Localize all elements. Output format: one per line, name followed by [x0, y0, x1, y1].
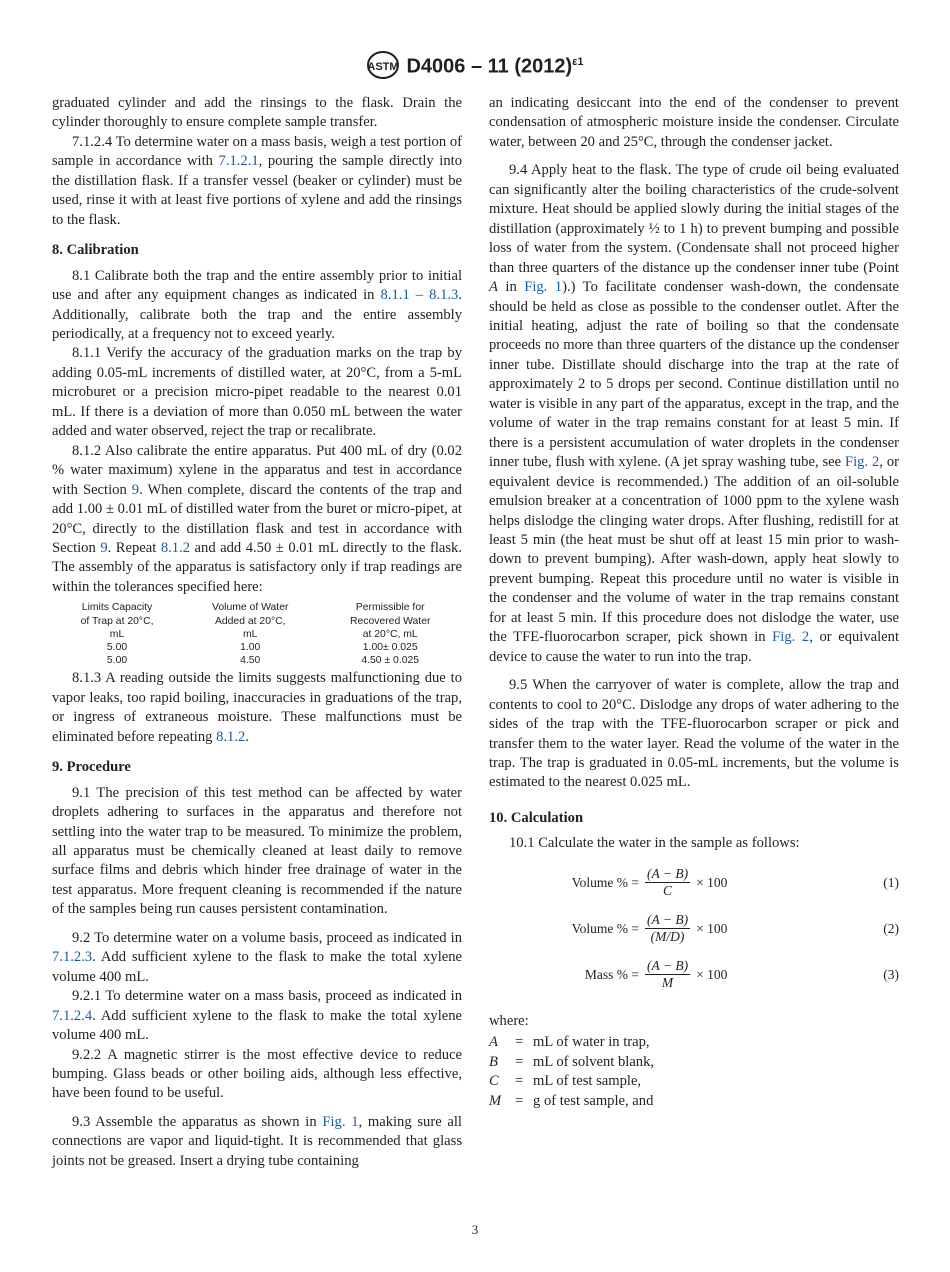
multiplier: × 100 — [696, 967, 728, 983]
text-run: 10.1 Calculate the water in the sample as follows: — [509, 835, 800, 852]
multiplier: × 100 — [696, 875, 728, 891]
denominator: (M/D) — [650, 929, 685, 945]
equation — [489, 958, 899, 992]
table-cell: 4.50 — [240, 655, 261, 667]
paragraph-9-2 — [52, 929, 462, 987]
variable-definitions — [489, 1033, 899, 1111]
paragraph-8-1 — [52, 267, 462, 345]
variable-symbol: M — [489, 1092, 502, 1109]
text-run: 9.1 The precision of this test method can be affected by water droplets adhering to surfaces in the apparatus and therefore not settling into the water trap to be measured. To minimize the problem, all apparatus must be chemically cleaned at least daily to remove surface films and debris which hinder free drainage of water in the test apparatus. More frequent cleaning is recommended if the nature of the samples being run causes persistent contamination. — [52, 784, 462, 918]
variable-definition: mL of solvent blank, — [533, 1053, 655, 1070]
text-run: 8.1.3 A reading outside the limits suggests malfunctioning due to vapor leaks, too rapid boiling, inaccuracies in graduations of the trap, or ingress of extraneous moisture. These malfunctions must be eliminated before repeating — [52, 670, 462, 745]
paragraph-9-4 — [489, 161, 899, 667]
denominator: C — [663, 883, 673, 899]
paragraph-8-1-1 — [52, 344, 462, 441]
column-header — [52, 601, 182, 641]
cross-reference-link[interactable]: Fig. 2 — [845, 454, 880, 471]
equation-number: (2) — [883, 921, 899, 937]
table-row — [52, 654, 462, 667]
paragraph-9-5 — [489, 676, 899, 793]
paragraph-9-3 — [52, 1113, 462, 1171]
astm-logo-icon — [366, 50, 400, 84]
text-run: 8.1 Calibrate both the trap and the entire assembly prior to initial use and after any equipment changes as indicated in — [52, 267, 462, 304]
tolerance-table — [52, 601, 462, 667]
fraction — [645, 912, 690, 945]
fraction — [645, 958, 690, 991]
header-line: Added at 20°C, — [214, 615, 286, 627]
variable-symbol: B — [489, 1053, 498, 1070]
equation — [489, 912, 899, 946]
cross-reference-link[interactable]: 9 — [131, 481, 140, 498]
cross-reference-link[interactable]: 7.1.2.4 — [52, 1007, 93, 1024]
equals-sign: = — [515, 1092, 524, 1109]
text-run: graduated cylinder and add the rinsings to the flask. Drain the cylinder thoroughly to ensure complete sample transfer. — [52, 95, 462, 131]
text-run: 9.2.2 A magnetic stirrer is the most effective device to reduce bumping. Glass beads or other boiling aids, although less effective, have been found to be useful. — [52, 1046, 462, 1102]
text-run: . Repeat — [107, 539, 161, 556]
designation: D4006 – 11 (2012) — [406, 55, 573, 78]
denominator: M — [661, 975, 674, 991]
cross-reference-link[interactable]: Fig. 2 — [772, 629, 810, 646]
equation-lhs: Volume % = — [571, 921, 639, 937]
text-run: 8.1.1 Verify the accuracy of the graduation marks on the trap by adding 0.05-mL increments of distilled water, at 20°C, from a 5-mL microburet or a precision micro-pipet readable to the nearest 0.01 mL. If there is a deviation of more than 0.050 mL between the water added and water observed, reject the trap or recalibrate. — [52, 345, 462, 440]
header-line: Permissible for — [355, 602, 425, 614]
cross-reference-link[interactable]: 7.1.2.3 — [52, 949, 93, 966]
text-run: an indicating desiccant into the end of the condenser to prevent condensation of atmospheric moisture inside the condenser. Circulate water, between 20 and 25°C, through the condenser jacket. — [489, 95, 899, 150]
table-cell: 4.50 ± 0.025 — [361, 655, 420, 667]
document-header — [0, 50, 950, 84]
section-heading-calculation: 10. Calculation — [489, 809, 584, 826]
paragraph-8-1-2 — [52, 442, 462, 598]
numerator: (A − B) — [647, 912, 689, 928]
variable-definition: mL of test sample, — [533, 1073, 642, 1090]
cross-reference-link[interactable]: 9 — [100, 539, 108, 556]
column-header — [182, 601, 318, 641]
text-run: 7.1.2.4 To determine water on a mass basis, weigh a test portion of sample in accordance with — [52, 133, 462, 170]
variable-definition: mL of water in trap, — [533, 1034, 650, 1051]
equation-lhs: Mass % = — [584, 967, 639, 983]
equation-number: (1) — [883, 875, 899, 891]
section-heading-calibration: 8. Calibration — [52, 242, 139, 259]
right-column — [489, 94, 899, 1111]
text-run: in — [497, 279, 525, 296]
numerator: (A − B) — [647, 866, 689, 882]
header-line: Volume of Water — [212, 602, 289, 614]
variable-symbol: C — [489, 1073, 499, 1090]
table-cell: 1.00± 0.025 — [362, 641, 418, 653]
header-line: mL — [109, 628, 125, 640]
paragraph-9-2-1 — [52, 987, 462, 1045]
variable-definition: g of test sample, and — [533, 1092, 654, 1109]
text-run: . Additionally, calibrate both the trap and the entire assembly periodically, at a frequency not to exceed yearly. — [52, 287, 463, 342]
text-run: 9.2 To determine water on a volume basis, proceed as indicated in — [72, 929, 462, 946]
paragraph-9-1 — [52, 784, 462, 920]
paragraph-10-1 — [489, 834, 899, 853]
text-run: , pouring the sample directly into the distillation flask. If a transfer vessel (beaker or cylinder) must be used, rinse it with at least five portions of xylene and add the rinsings to the flask. — [52, 153, 463, 228]
variable-symbol: A — [489, 1034, 498, 1051]
cross-reference-link[interactable]: 8.1.2 — [160, 539, 191, 556]
text-run: . Add sufficient xylene to the flask to make the total xylene volume 400 mL. — [52, 1007, 462, 1044]
multiplier: × 100 — [696, 921, 728, 937]
where-label: where: — [489, 1012, 529, 1029]
text-run: . When complete, discard the contents of the trap and add 1.00 ± 0.01 mL of distilled water from the buret or micro-pipet, at 20°C, directly to the distillation flask and test in accordance with Section — [52, 481, 462, 556]
page-number: 3 — [471, 1222, 479, 1237]
paragraph-9-2-2 — [52, 1046, 462, 1104]
table-cell: 5.00 — [106, 655, 128, 667]
text-run: and add 4.50 ± 0.01 mL directly to the flask. The assembly of the apparatus is satisfactory only if trap readings are within the tolerances specified here: — [52, 539, 462, 595]
header-line: mL — [243, 628, 258, 640]
cross-reference-link[interactable]: 8.1.1 – 8.1.3 — [380, 287, 459, 304]
equals-sign: = — [515, 1034, 524, 1051]
equals-sign: = — [515, 1073, 524, 1090]
designation-superscript: ε1 — [572, 55, 584, 68]
cross-reference-link[interactable]: 7.1.2.1 — [218, 153, 259, 170]
equation — [489, 866, 899, 900]
table-cell: 1.00 — [240, 641, 261, 653]
paragraph-7-1-2-4 — [52, 133, 462, 230]
header-line: at 20°C, mL — [362, 628, 418, 640]
paragraph-9-3-continued — [489, 94, 899, 152]
numerator: (A − B) — [647, 958, 689, 974]
column-header — [318, 601, 462, 641]
text-run: , making sure all connections are vapor and liquid-tight. It is recommended that glass joints not be greased. Insert a drying tube containing — [52, 1113, 462, 1169]
cross-reference-link[interactable]: 8.1.2 — [216, 728, 246, 745]
table-cell: 5.00 — [106, 641, 128, 653]
text-run: , or equivalent device is recommended.) The addition of an oil-soluble emulsion breaker at a concentration of 1000 ppm to the xylene wash helps dislodge the clinging water drops. After flushing, redistill for at least 5 min (the heat must be shut off at least 15 min prior to wash-down to prevent bumping). After wash-down, apply heat slowly to prevent bumping. Repeat this procedure until no water is visible in the condenser and the volume of water in the trap remains constant for at least 5 min. If this procedure does not dislodge the water, use the TFE-fluorocarbon scraper, pick shown in — [489, 454, 899, 646]
equals-sign: = — [515, 1053, 524, 1070]
equations — [489, 866, 899, 992]
table-header-row — [52, 601, 462, 641]
header-line: Recovered Water — [349, 615, 431, 627]
text-run: 9.2.1 To determine water on a mass basis, proceed as indicated in — [72, 988, 462, 1005]
left-column — [52, 94, 462, 1171]
equation-lhs: Volume % = — [571, 875, 639, 891]
text-run: . Add sufficient xylene to the flask to make the total xylene volume 400 mL. — [52, 949, 462, 985]
text-run: ).) To facilitate condenser wash-down, the condensate should be held as close as possible to the condenser outlet. After the initial heating, adjust the rate of boiling so that the condensate proceeds no more than three quarters of the distance up the condenser inner tube. Distillate should discharge into the trap at the rate of approximately 2 to 5 drops per second. Continue distillation until no water is visible in any part of the apparatus, except in the trap, and the volume of water in the trap remains constant for at least 5 min. If there is a persistent accumulation of water droplets in the condenser inner tube, flush with xylene. (A jet spray washing tube, see — [489, 279, 900, 471]
text-run: , or equivalent device to cause the water to run into the trap. — [489, 629, 900, 665]
equation-number: (3) — [883, 967, 899, 983]
cross-reference-link[interactable]: Fig. 1 — [322, 1113, 359, 1130]
text-run: . — [245, 728, 249, 745]
text-run: 9.4 Apply heat to the flask. The type of crude oil being evaluated can significantly alter the boiling characteristics of the crude-solvent mixture. Heat should be applied slowly during the initial stages of the distillation (approximately ½ to 1 h) to prevent bumping and possible loss of water from the system. (Condensate shall not proceed higher than three quarters of the distance up the condenser inner tube (Point — [489, 162, 899, 276]
section-heading-procedure: 9. Procedure — [52, 759, 131, 776]
svg-text:ASTM: ASTM — [367, 61, 400, 73]
paragraph — [52, 94, 462, 133]
header-line: Limits Capacity — [81, 602, 153, 614]
italic-text: A — [489, 279, 498, 296]
header-line: of Trap at 20°C, — [80, 615, 154, 627]
paragraph-8-1-3 — [52, 669, 462, 747]
fraction — [645, 866, 690, 899]
text-run: 9.3 Assemble the apparatus as shown in — [72, 1113, 323, 1130]
table-row — [52, 641, 462, 654]
text-run: 9.5 When the carryover of water is complete, allow the trap and contents to cool to 20°C. Dislodge any drops of water adhering to the sides of the trap with the TFE-fluorocarbon scraper or pick and transfer them to the water layer. Read the volume of the water in the trap. The trap is graduated in 0.05-mL increments, but the volume is estimated to the nearest 0.025 mL. — [489, 677, 899, 791]
text-run: 8.1.2 Also calibrate the entire apparatus. Put 400 mL of dry (0.02 % water maximum) xylene in the apparatus and test in accordance with Section — [52, 442, 462, 498]
cross-reference-link[interactable]: Fig. 1 — [524, 279, 563, 296]
